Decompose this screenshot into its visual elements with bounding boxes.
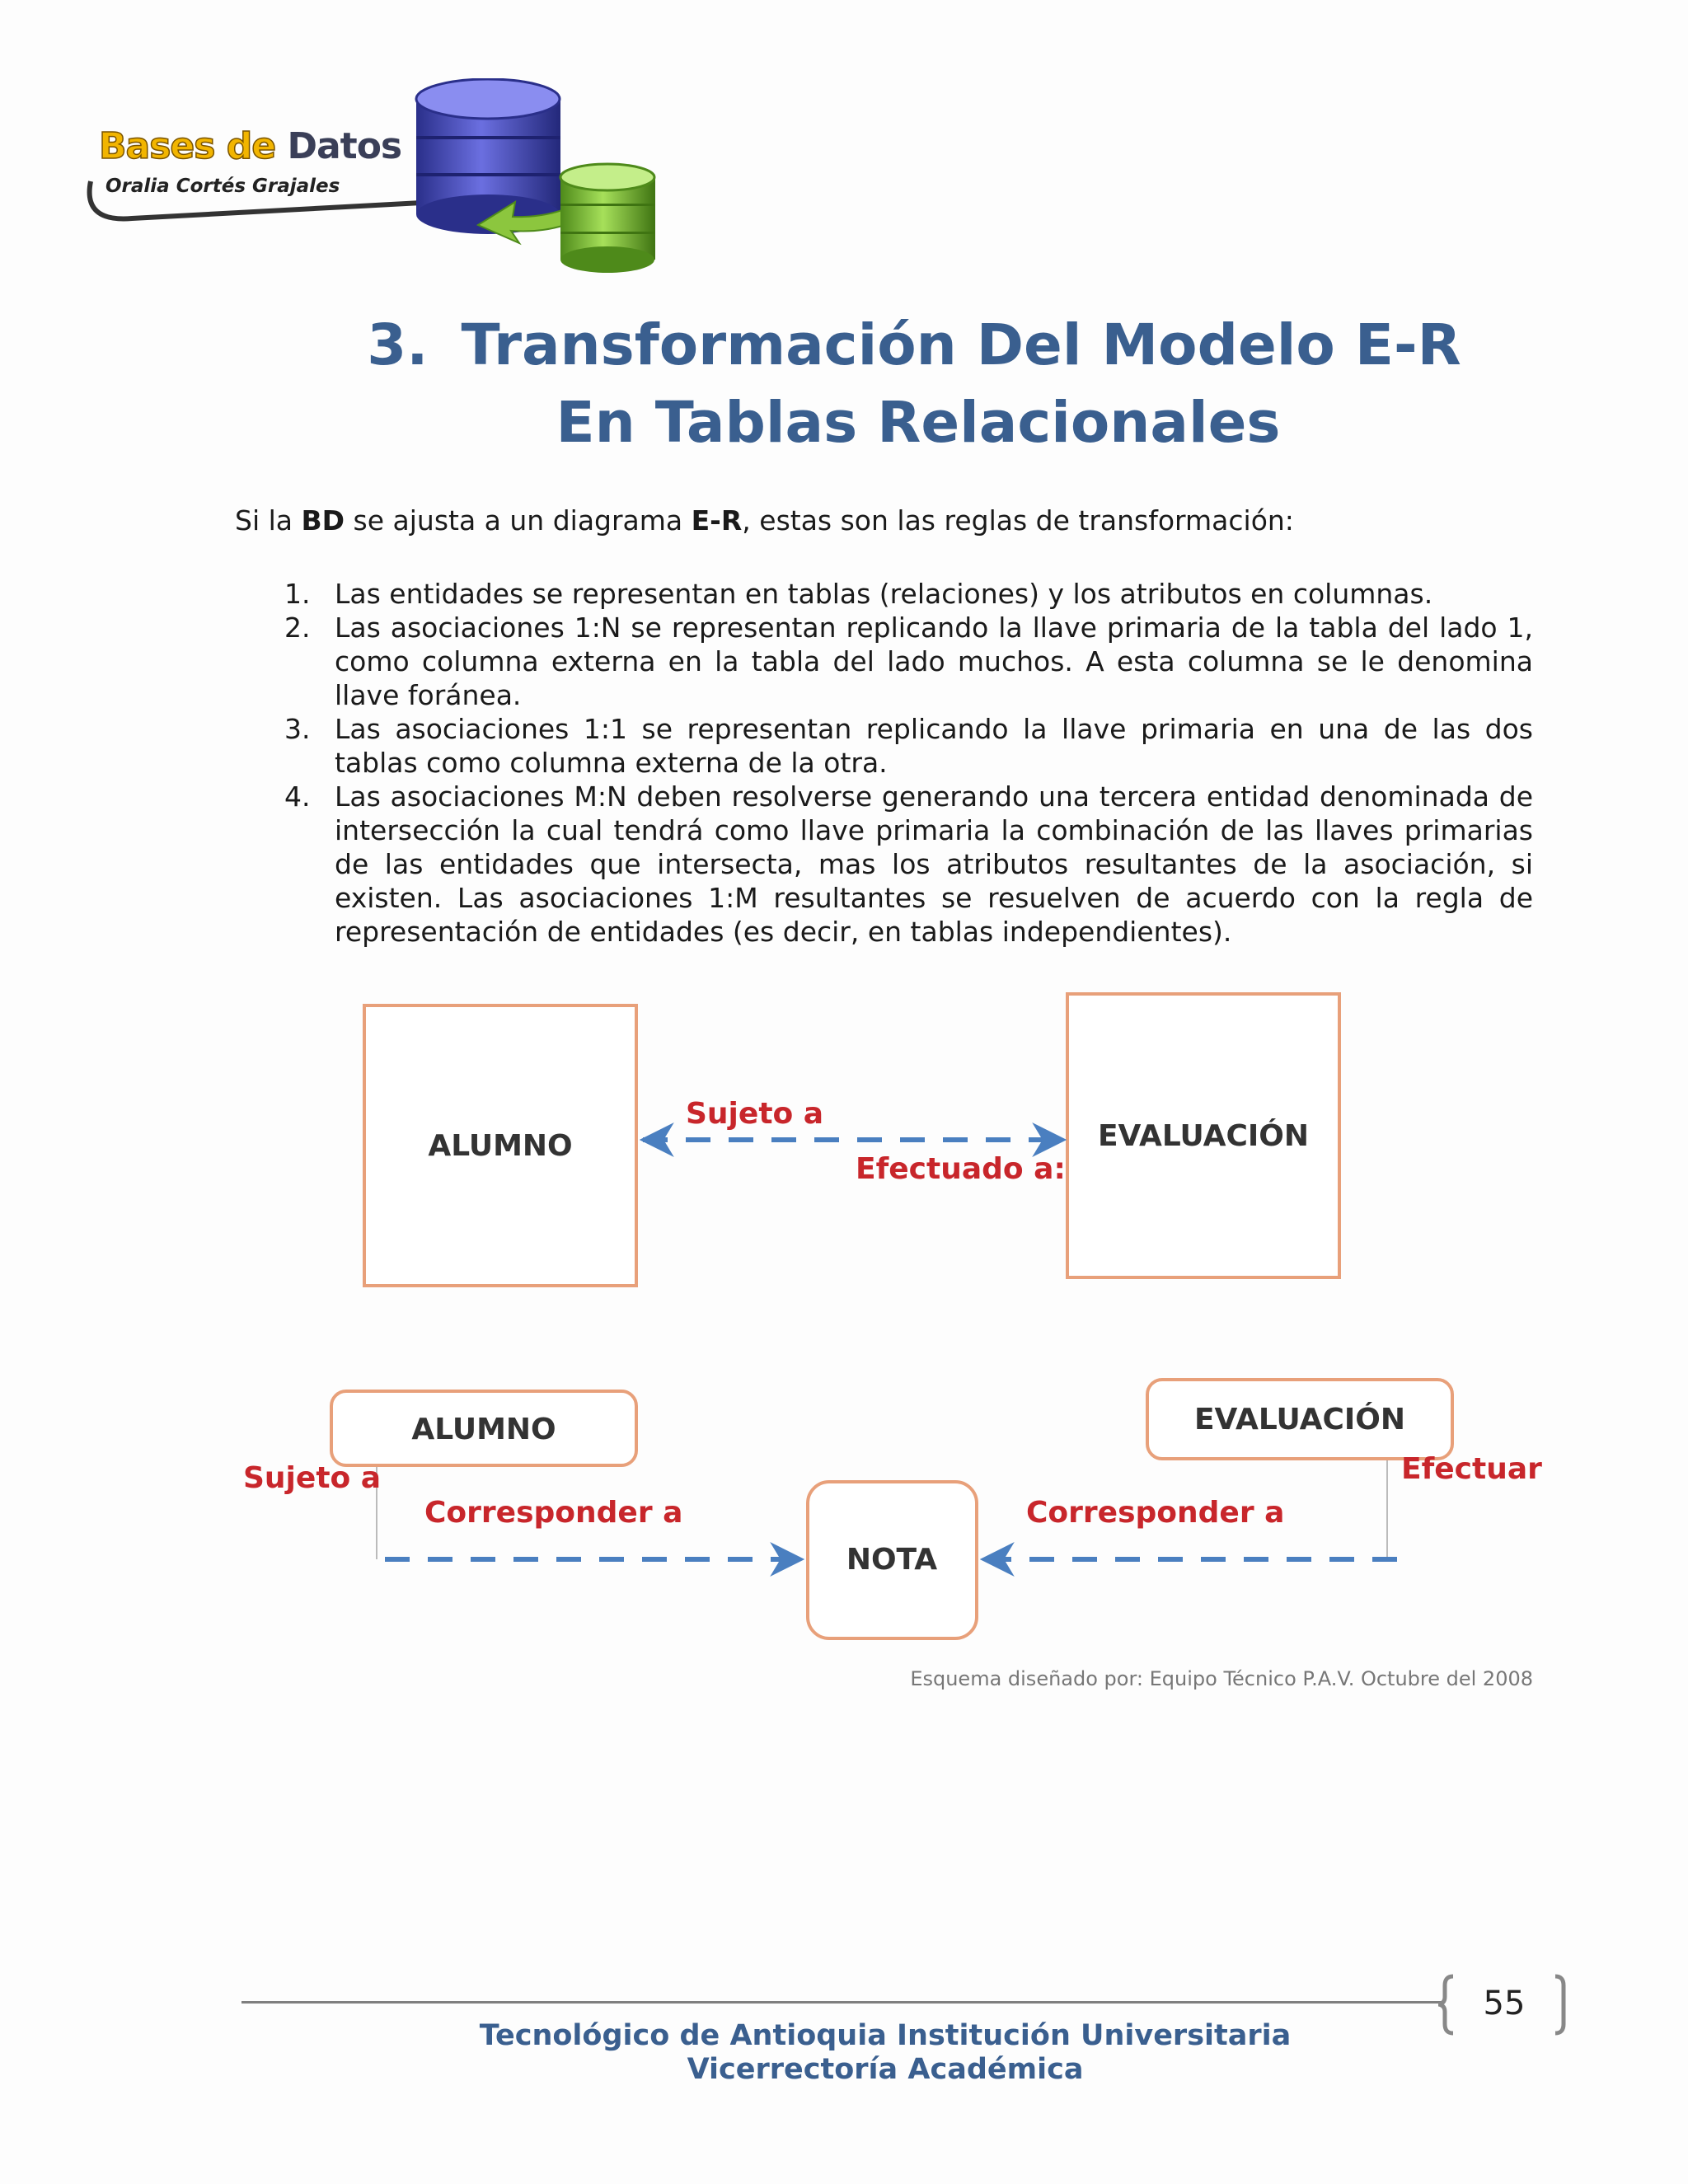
list-item: 2. Las asociaciones 1:N se representan replicando la llave primaria de la tabla del lado 1, como columna externa en la tabla del lado muchos. A esta columna se le denomina llave foránea.	[284, 612, 1533, 711]
er-term: E-R	[691, 504, 743, 537]
list-item: 1. Las entidades se representan en tablas (relaciones) y los atributos en columnas.	[284, 578, 1433, 610]
entity-label-alumno: ALUMNO	[428, 1129, 573, 1163]
section-number: 3.	[367, 312, 429, 378]
label-sujeto-a: Sujeto a	[243, 1461, 382, 1495]
rel-label-efectuado: Efectuado a:	[856, 1152, 1066, 1186]
label-corresponder-left: Corresponder a	[424, 1496, 683, 1530]
database-small-icon	[560, 164, 655, 273]
figure-credit: Esquema diseñado por: Equipo Técnico P.A.V. Octubre del 2008	[910, 1667, 1533, 1690]
bd-term: BD	[301, 504, 345, 537]
list-item: 4. Las asociaciones M:N deben resolverse generando una tercera entidad denominada de intersección la cual tendrá como llave primaria la combinación de las llaves primarias de las entidades que intersecta, mas los atributos resultantes de la asociación, si existen. Las asociaciones 1:M resultantes se resuelven de acuerdo con la regla de representación de entidades (es decir, en tablas independientes).	[284, 780, 1533, 948]
entity-label-alumno-2: ALUMNO	[411, 1413, 556, 1446]
footer-rule	[241, 2001, 1445, 2004]
heading-line-1: Transformación Del Modelo E-R	[461, 312, 1461, 378]
rel-label-sujeto: Sujeto a	[686, 1097, 824, 1131]
footer-department: Vicerrectoría Académica	[687, 2053, 1084, 2086]
list-item: 3. Las asociaciones 1:1 se representan replicando la llave primaria en una de las dos tablas como columna externa de la otra.	[284, 713, 1533, 779]
intro-paragraph: Si la BD se ajusta a un diagrama E-R, estas son las reglas de transformación:	[235, 504, 1294, 537]
label-efectuar: Efectuar	[1401, 1452, 1542, 1486]
logo-author: Oralia Cortés Grajales	[106, 176, 340, 197]
footer-institution: Tecnológico de Antioquia Institución Universitaria	[479, 2019, 1292, 2052]
database-icon	[416, 79, 560, 234]
entity-label-nota: NOTA	[846, 1543, 938, 1577]
page-number: 55	[1483, 1985, 1526, 2022]
entity-label-evaluacion-2: EVALUACIÓN	[1193, 1403, 1406, 1436]
section-heading	[0, 307, 1688, 462]
heading-line-2: En Tablas Relacionales	[556, 390, 1281, 456]
rules-list	[235, 577, 1533, 949]
entity-label-evaluacion: EVALUACIÓN	[1097, 1119, 1310, 1153]
label-corresponder-right: Corresponder a	[1026, 1496, 1285, 1530]
er-diagram	[223, 972, 1558, 1657]
logo-title: Bases de Datos	[99, 125, 402, 167]
